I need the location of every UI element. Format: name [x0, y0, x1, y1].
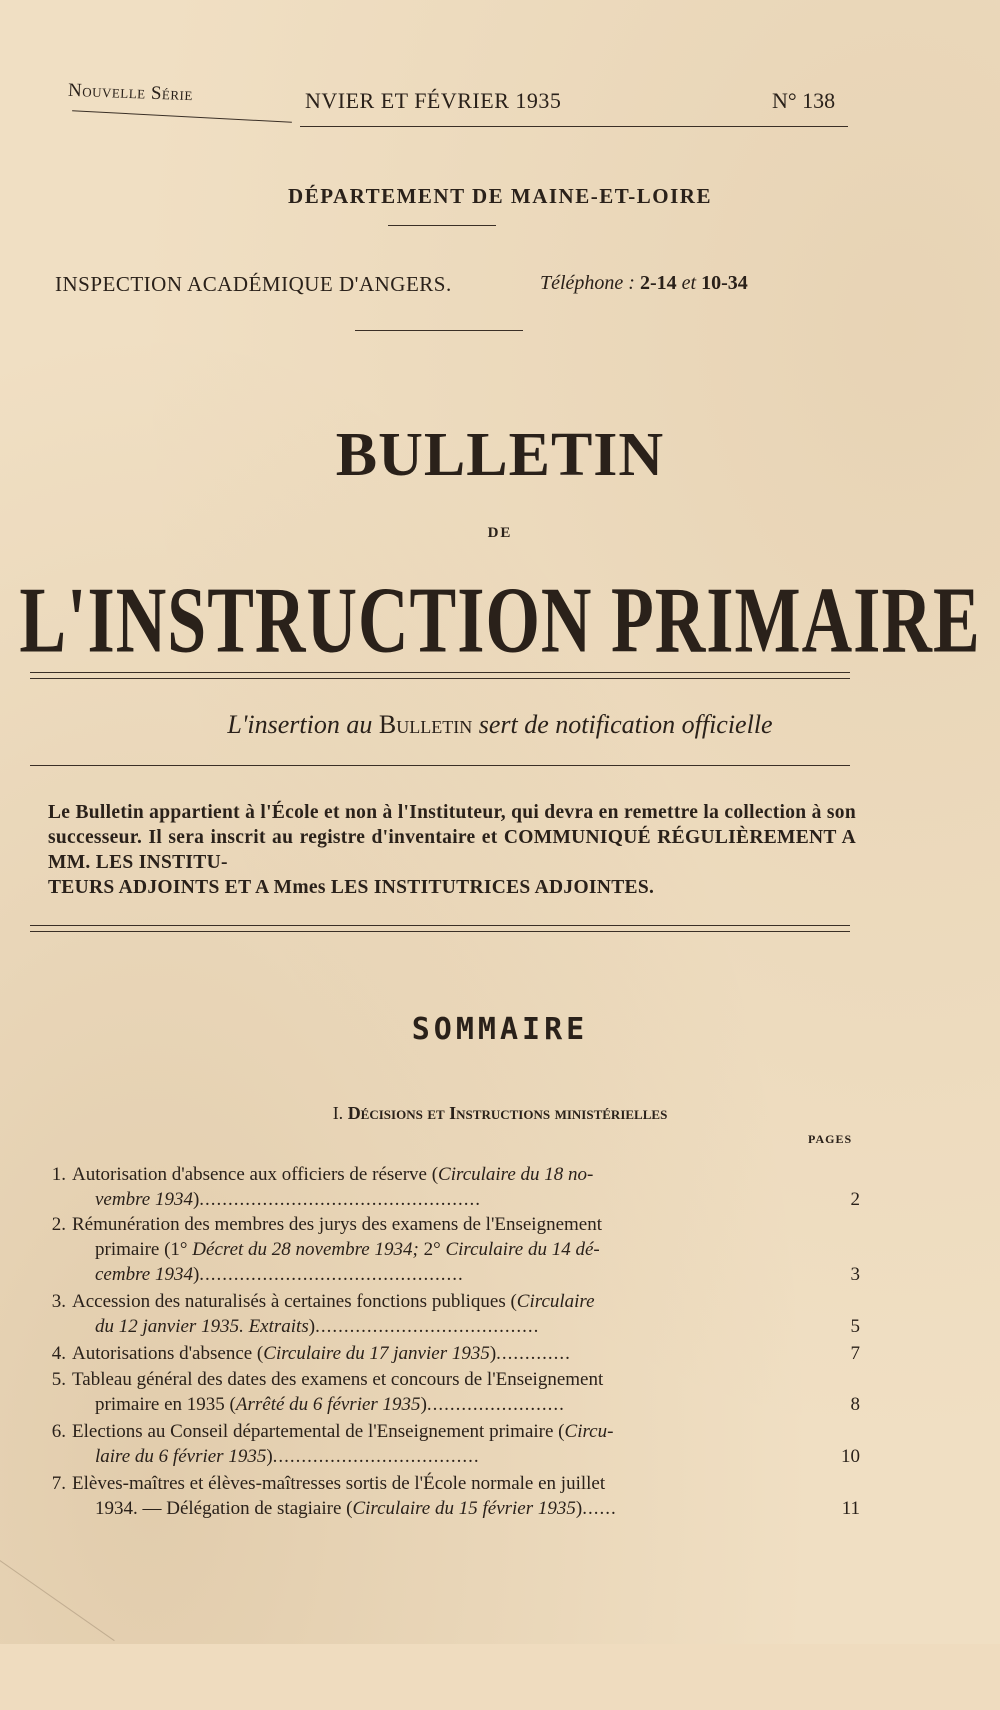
pages-label: PAGES: [808, 1132, 853, 1146]
issue-date: NVIER ET FÉVRIER 1935: [305, 88, 562, 113]
section-heading: [0, 1103, 1000, 1124]
sommaire-title: SOMMAIRE: [411, 1012, 589, 1047]
toc-text-cont: primaire en 1935 (Arrêté du 6 février 1935)........................: [95, 1394, 565, 1415]
instruction-title: L'INSTRUCTION PRIMAIRE: [19, 569, 981, 674]
notification-rule: [30, 765, 850, 766]
toc-page: 3: [850, 1264, 860, 1285]
series-underline: [72, 110, 292, 123]
toc-text-cont: cembre 1934)..............................................: [95, 1264, 464, 1285]
toc-text-cont: primaire (1° Décret du 28 novembre 1934; 2° Circulaire du 14 dé-: [95, 1239, 600, 1260]
title-double-rule: [30, 672, 850, 679]
notification-post: sert de notification officielle: [478, 710, 773, 739]
telephone-number-2: 10-34: [701, 272, 748, 294]
warning-paragraph: Le Bulletin appartient à l'École et non à l'Instituteur, qui devra en remettre la collection à son successeur. Il sera inscrit au registre d'inventaire et COMMUNIQUÉ RÉGULIÈREMENT A MM. LES INSTITU-: [48, 802, 856, 873]
toc-text: Autorisations d'absence (Circulaire du 17 janvier 1935).............: [72, 1343, 571, 1364]
toc-text: Elèves-maîtres et élèves-maîtresses sortis de l'École normale en juillet: [72, 1473, 606, 1494]
toc-page: 5: [850, 1316, 860, 1337]
notification-word: Bulletin: [378, 710, 473, 739]
toc-page: 10: [841, 1446, 860, 1467]
title-de: DE: [487, 525, 513, 541]
toc-number: 3.: [51, 1291, 66, 1312]
toc-number: 7.: [51, 1473, 66, 1494]
paper-crease: [0, 1560, 115, 1710]
telephone: [540, 272, 748, 295]
section-title: Décisions et Instructions ministérielles: [347, 1103, 668, 1123]
toc-text-cont: laire du 6 février 1935)....................................: [95, 1446, 480, 1467]
toc-page: 11: [841, 1498, 860, 1519]
issue-number: N° 138: [772, 88, 836, 113]
warning-last-line: TEURS ADJOINTS ET A Mmes LES INSTITUTRICES ADJOINTES.: [48, 877, 655, 898]
toc-text: Rémunération des membres des jurys des examens de l'Enseignement: [72, 1214, 603, 1235]
telephone-and: et: [681, 272, 697, 294]
toc-text: Tableau général des dates des examens et concours de l'Enseignement: [72, 1369, 604, 1390]
toc-text-cont: du 12 janvier 1935. Extraits).......................................: [95, 1316, 540, 1337]
toc-page: 7: [850, 1343, 860, 1364]
inspection-name: INSPECTION ACADÉMIQUE D'ANGERS.: [55, 272, 452, 296]
department-title: DÉPARTEMENT DE MAINE-ET-LOIRE: [288, 184, 712, 208]
toc-page: 8: [850, 1394, 860, 1415]
toc-number: 1.: [51, 1164, 66, 1185]
telephone-label: Téléphone :: [540, 272, 635, 294]
bulletin-title: BULLETIN: [335, 421, 665, 489]
toc-number: 2.: [51, 1214, 66, 1235]
toc-text-cont: 1934. — Délégation de stagiaire (Circulaire du 15 février 1935)......: [95, 1498, 617, 1519]
toc-number: 5.: [51, 1369, 66, 1390]
toc-text: Elections au Conseil départemental de l'Enseignement primaire (Circu-: [72, 1421, 614, 1442]
series-label: Nouvelle Série: [67, 79, 194, 106]
warning-double-rule: [30, 925, 850, 932]
section-number: I.: [332, 1103, 344, 1123]
telephone-number-1: 2-14: [639, 272, 677, 294]
toc-number: 6.: [51, 1421, 66, 1442]
toc-page: 2: [850, 1189, 860, 1210]
notification-line: [0, 710, 1000, 740]
toc-number: 4.: [51, 1343, 66, 1364]
toc-text: Accession des naturalisés à certaines fonctions publiques (Circulaire: [72, 1291, 595, 1312]
header-rule: [300, 126, 848, 127]
notification-pre: L'insertion au: [227, 710, 373, 739]
department-rule: [388, 225, 496, 226]
toc-text: Autorisation d'absence aux officiers de réserve (Circulaire du 18 no-: [72, 1164, 594, 1185]
toc-text-cont: vembre 1934).................................................: [95, 1189, 482, 1210]
inspection-rule: [355, 330, 523, 331]
